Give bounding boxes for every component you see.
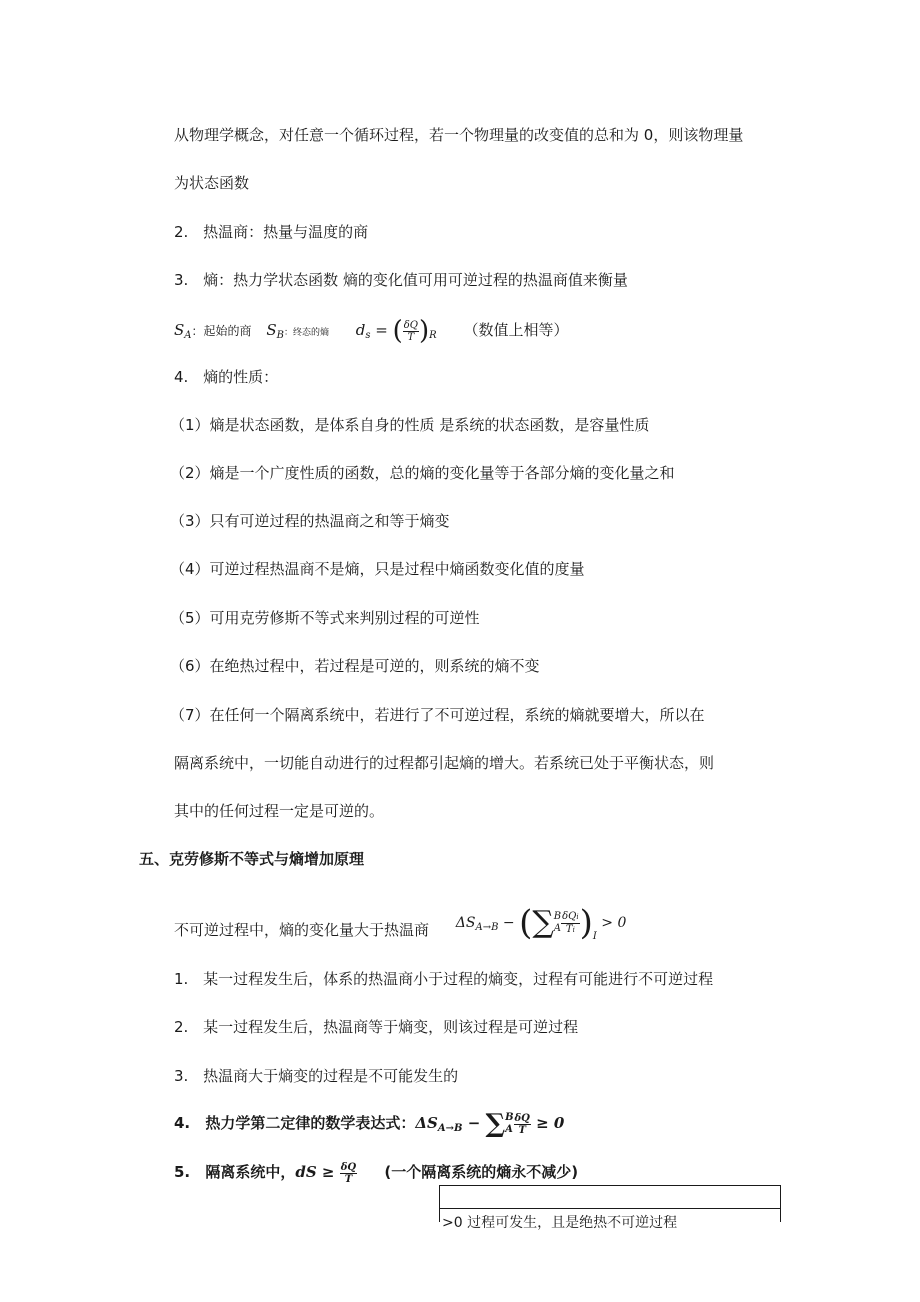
section-5-item-5-num: 5. — [174, 1163, 191, 1181]
section-5-item-4-num: 4. — [174, 1114, 191, 1132]
item-3 — [174, 269, 628, 291]
table-box-text: >0 过程可发生，且是绝热不可逆过程 — [442, 1215, 678, 1231]
property-item-7-cont-1: 隔离系统中，一切能自动进行的过程都引起熵的增大。若系统已处于平衡状态，则 — [174, 754, 715, 772]
second-law-formula: $\Delta S_{A\to B}$ − ∑ B A $\frac{\delta Q}{T}$ ≥ 0 — [415, 1109, 565, 1139]
irreversible-line — [174, 893, 626, 953]
property-item-2: （2）熵是一个广度性质的函数，总的熵的变化量等于各部分熵的变化量之和 — [170, 464, 675, 482]
section-5-item-2-num: 2. — [174, 1018, 189, 1036]
symbol-sb: $S_B$ — [266, 321, 284, 341]
properties-heading-text: 熵的性质： — [203, 368, 279, 386]
property-item-6: （6）在绝热过程中，若过程是可逆的，则系统的熵不变 — [170, 657, 540, 675]
clausius-inequality: $\Delta S_{A\to B}$ − (∑ B A $\frac{\text{δQi}}{Ti}$ )$_I > 0$ — [455, 903, 627, 943]
entropy-formula-line — [174, 310, 568, 350]
section-5-item-2-text: 某一过程发生后，热温商等于熵变，则该过程是可逆过程 — [203, 1018, 579, 1036]
isolated-system-formula: dS ≥ $\frac{\delta Q}{T}$ — [295, 1161, 357, 1185]
section-5-item-1-num: 1. — [174, 970, 189, 988]
section-5-item-4 — [174, 1100, 564, 1146]
section-5-item-1-text: 某一过程发生后，体系的热温商小于过程的熵变，过程有可能进行不可逆过程 — [203, 970, 714, 988]
section-5-item-3-num: 3. — [174, 1067, 189, 1085]
property-item-7-cont-2: 其中的任何过程一定是可逆的。 — [174, 802, 385, 820]
section-5-item-5-note: (一个隔离系统的熵永不减少) — [384, 1163, 579, 1181]
property-item-4: （4）可逆过程热温商不是熵，只是过程中熵函数变化值的度量 — [170, 560, 585, 578]
equal-note: （数值上相等） — [463, 321, 569, 339]
property-item-7: （7）在任何一个隔离系统中，若进行了不可逆过程，系统的熵就要增大，所以在 — [170, 706, 705, 724]
ds-formula: $d_s$ = ( $\frac{\delta Q}{T}$ )$_R$ — [355, 316, 437, 346]
property-item-3: （3）只有可逆过程的热温商之和等于熵变 — [170, 512, 450, 530]
symbol-sa: $S_A$ — [174, 321, 192, 341]
property-item-5: （5）可用克劳修斯不等式来判别过程的可逆性 — [170, 609, 480, 627]
item-3-num: 3. — [174, 271, 189, 289]
section-5-item-3 — [174, 1065, 458, 1087]
table-box-cell — [440, 1208, 780, 1231]
properties-heading — [174, 366, 278, 388]
section-5-item-5-text: 隔离系统中， — [205, 1163, 296, 1181]
section-5-title: 五、克劳修斯不等式与熵增加原理 — [139, 850, 365, 868]
item-2 — [174, 221, 368, 243]
section-5-item-1 — [174, 968, 713, 990]
item-3-text: 熵：热力学状态函数 熵的变化值可用可逆过程的热温商值来衡量 — [203, 271, 628, 289]
irreversible-text: 不可逆过程中，熵的变化量大于热温商 — [174, 921, 430, 939]
item-2-text: 热温商：热量与温度的商 — [203, 223, 369, 241]
sa-label: ：起始的商 — [191, 324, 252, 338]
section-5-item-3-text: 热温商大于熵变的过程是不可能发生的 — [203, 1067, 459, 1085]
table-box — [439, 1185, 781, 1231]
properties-heading-num: 4. — [174, 368, 189, 386]
intro-line-2: 为状态函数 — [174, 174, 250, 192]
section-5-item-2 — [174, 1016, 578, 1038]
item-2-num: 2. — [174, 223, 189, 241]
sb-label: ：终态的熵 — [283, 328, 329, 338]
intro-line-1: 从物理学概念，对任意一个循环过程，若一个物理量的改变值的总和为 0，则该物理量 — [174, 126, 744, 144]
section-5-item-4-text: 热力学第二定律的数学表达式： — [205, 1114, 416, 1132]
property-item-1: （1）熵是状态函数，是体系自身的性质 是系统的状态函数，是容量性质 — [170, 416, 650, 434]
